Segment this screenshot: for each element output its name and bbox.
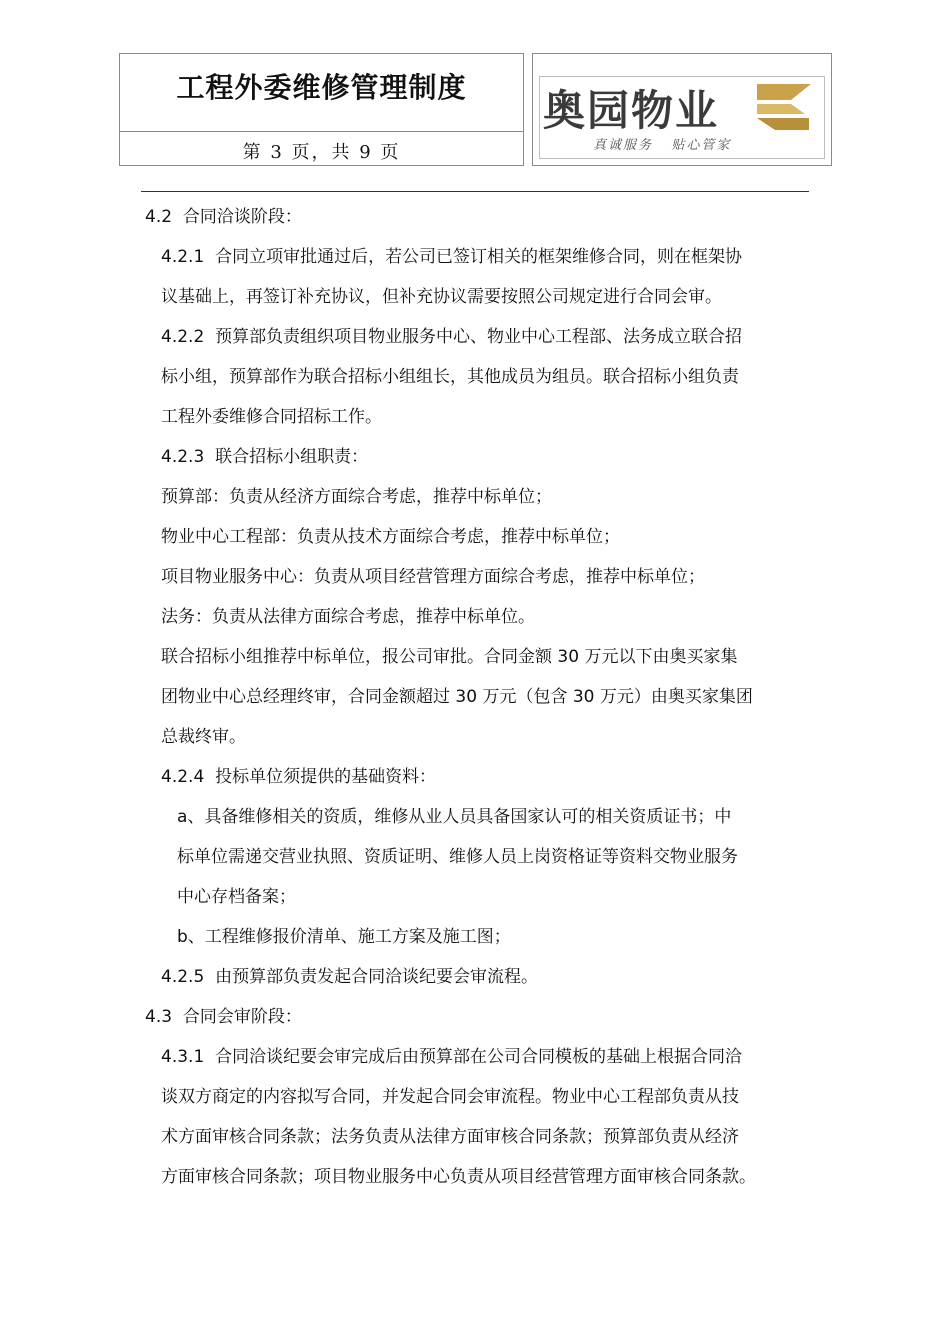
list-item-line: a、具备维修相关的资质，维修从业人员具备国家认可的相关资质证书；中 (177, 807, 732, 827)
section-heading: 4.3 合同会审阶段： (145, 1007, 302, 1027)
paragraph-line: 物业中心工程部：负责从技术方面综合考虑，推荐中标单位； (161, 527, 620, 547)
list-item-line: 中心存档备案； (177, 887, 296, 907)
paragraph-line: 4.2.2 预算部负责组织项目物业服务中心、物业中心工程部、法务成立联合招 (161, 327, 743, 347)
logo-mark-middle (757, 104, 805, 114)
paragraph-line: 标小组，预算部作为联合招标小组组长，其他成员为组员。联合招标小组负责 (161, 367, 739, 387)
paragraph-line: 法务：负责从法律方面综合考虑，推荐中标单位。 (161, 607, 535, 627)
paragraph-line: 4.2.4 投标单位须提供的基础资料： (161, 767, 437, 787)
header-logo-box (532, 53, 832, 166)
logo-mark-icon (751, 80, 815, 136)
paragraph-line: 预算部：负责从经济方面综合考虑，推荐中标单位； (161, 487, 552, 507)
paragraph-line: 项目物业服务中心：负责从项目经营管理方面综合考虑，推荐中标单位； (161, 567, 705, 587)
paragraph-line: 团物业中心总经理终审，合同金额超过 30 万元（包含 30 万元）由奥买家集团 (161, 687, 753, 707)
paragraph-line: 谈双方商定的内容拟写合同，并发起合同会审流程。物业中心工程部负责从技 (161, 1087, 739, 1107)
list-item-line: b、工程维修报价清单、施工方案及施工图； (177, 927, 511, 947)
header-rule (141, 191, 809, 192)
company-logo-text: 奥园物业 (543, 86, 720, 135)
paragraph-line: 4.3.1 合同洽谈纪要会审完成后由预算部在公司合同模板的基础上根据合同洽 (161, 1047, 743, 1067)
logo-mark-upper (757, 84, 811, 100)
paragraph-line: 4.2.1 合同立项审批通过后，若公司已签订相关的框架维修合同，则在框架协 (161, 247, 743, 267)
document-title: 工程外委维修管理制度 (176, 71, 467, 104)
company-slogan: 真诚服务 贴心管家 (593, 138, 732, 153)
paragraph-line: 术方面审核合同条款；法务负责从法律方面审核合同条款；预算部负责从经济 (161, 1127, 739, 1147)
paragraph-line: 工程外委维修合同招标工作。 (161, 407, 382, 427)
header-divider (120, 131, 523, 132)
paragraph-line: 联合招标小组推荐中标单位，报公司审批。合同金额 30 万元以下由奥买家集 (161, 647, 738, 667)
paragraph-line: 4.2.5 由预算部负责发起合同洽谈纪要会审流程。 (161, 967, 539, 987)
paragraph-line: 4.2.3 联合招标小组职责： (161, 447, 369, 467)
list-item-line: 标单位需递交营业执照、资质证明、维修人员上岗资格证等资料交物业服务 (177, 847, 738, 867)
section-heading: 4.2 合同洽谈阶段： (145, 207, 302, 227)
paragraph-line: 总裁终审。 (161, 727, 246, 747)
header-title-box (119, 53, 524, 166)
logo-mark-lower (757, 118, 809, 130)
page-number: 第 3 页，共 9 页 (242, 142, 401, 163)
paragraph-line: 方面审核合同条款；项目物业服务中心负责从项目经营管理方面审核合同条款。 (161, 1167, 756, 1187)
paragraph-line: 议基础上，再签订补充协议，但补充协议需要按照公司规定进行合同会审。 (161, 287, 722, 307)
